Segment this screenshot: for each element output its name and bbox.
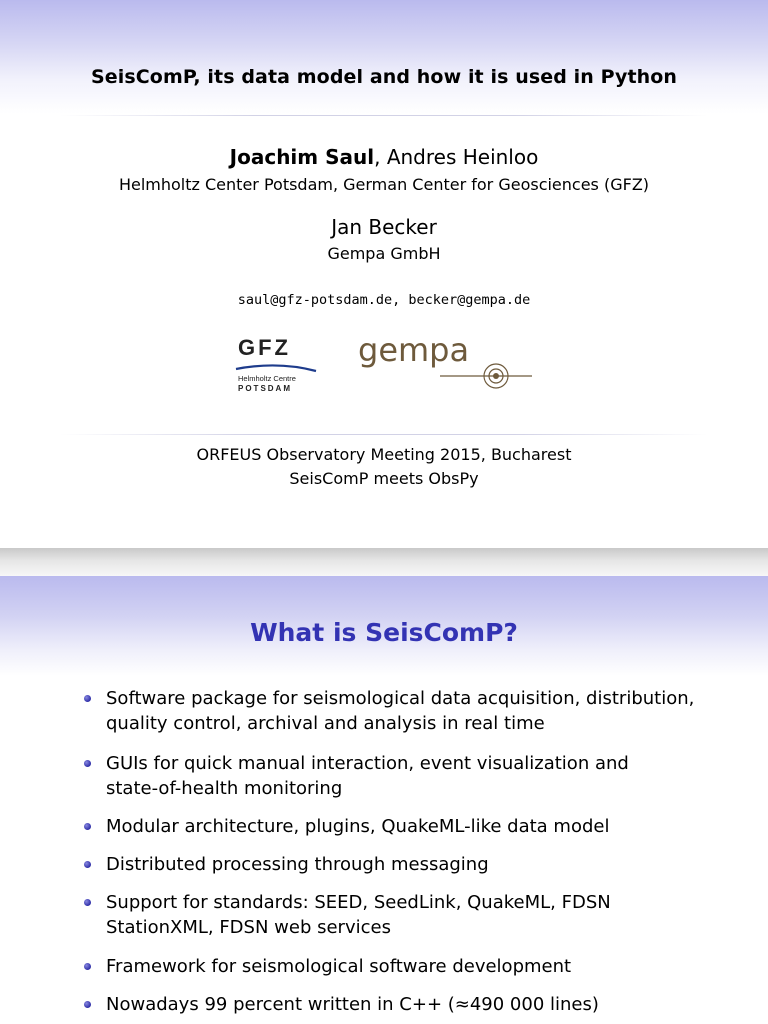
slide-gap-shadow	[0, 548, 768, 576]
meeting-subtitle: SeisComP meets ObsPy	[289, 469, 479, 488]
author-line	[0, 145, 768, 169]
list-item	[106, 751, 696, 801]
bullet-text-line1: Distributed processing through messaging	[106, 854, 489, 875]
meeting-name: ORFEUS Observatory Meeting 2015, Bucharest	[196, 445, 572, 464]
gfz-logo-sub2: POTSDAM	[238, 384, 292, 393]
slide-header-band	[0, 0, 768, 114]
gempa-logo-icon	[356, 330, 536, 392]
affiliation-gfz: Helmholtz Center Potsdam, German Center for Geosciences (GFZ)	[118, 175, 650, 194]
list-item	[106, 954, 696, 979]
bullet-icon	[84, 1001, 91, 1008]
bullet-icon	[84, 861, 91, 868]
gfz-logo-sub1: Helmholtz Centre	[238, 374, 296, 383]
author-jan-becker: Jan Becker	[331, 215, 437, 239]
what-is-seiscomp-slide	[0, 576, 768, 1024]
list-item	[106, 686, 696, 736]
bullet-text-line1: GUIs for quick manual interaction, event visualization and	[106, 753, 629, 774]
list-item	[106, 852, 696, 877]
list-item	[106, 814, 696, 839]
author-secondary: Andres Heinloo	[386, 145, 539, 169]
bullet-text-line1: Software package for seismological data acquisition, distribution,	[106, 688, 695, 709]
bullet-icon	[84, 695, 91, 702]
footer-divider	[60, 434, 708, 435]
bullet-text-line1: Modular architecture, plugins, QuakeML-like data model	[106, 816, 610, 837]
gfz-arc-icon	[236, 365, 316, 371]
bullet-icon	[84, 899, 91, 906]
list-item	[106, 890, 696, 940]
title-divider	[60, 115, 708, 116]
slide-title: What is SeisComP?	[250, 618, 518, 647]
bullet-text-line2: StationXML, FDSN web services	[106, 917, 391, 938]
bullet-text-line1: Support for standards: SEED, SeedLink, QuakeML, FDSN	[106, 892, 611, 913]
bullet-text-line1: Framework for seismological software development	[106, 956, 572, 977]
gfz-logo-text: GFZ	[238, 335, 291, 360]
contact-emails: saul@gfz-potsdam.de, becker@gempa.de	[237, 292, 531, 308]
bullet-text-line2: state-of-health monitoring	[106, 778, 343, 799]
bullet-icon	[84, 823, 91, 830]
presentation-title: SeisComP, its data model and how it is used in Python	[90, 66, 678, 88]
gempa-logo-text: gempa	[358, 331, 470, 369]
bullet-text-line1: Nowadays 99 percent written in C++ (≈490 000 lines)	[106, 994, 599, 1015]
bullet-text-line2: quality control, archival and analysis in real time	[106, 713, 545, 734]
gfz-logo-icon	[234, 333, 324, 395]
bullet-icon	[84, 760, 91, 767]
author-primary: Joachim Saul	[229, 145, 375, 169]
affiliation-gempa: Gempa GmbH	[327, 244, 441, 263]
bullet-icon	[84, 963, 91, 970]
list-item	[106, 992, 696, 1017]
author-separator: ,	[374, 145, 387, 169]
gempa-ring-center-icon	[493, 373, 499, 379]
